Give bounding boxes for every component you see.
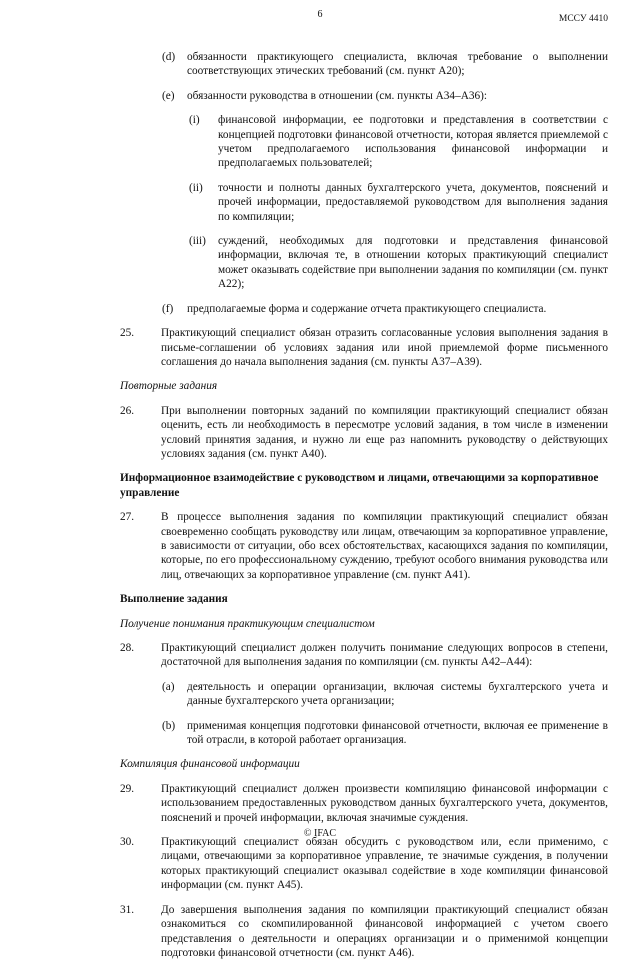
item-label: (d)	[162, 51, 176, 63]
paragraph-25	[120, 326, 608, 369]
list-item-e-ii	[189, 181, 608, 224]
item-text: финансовой информации, ее подготовки и представления в соответствии с концепцией подготовки финансовой отчетности, которая является приемлемой с учетом предполагаемого использования финансовой информации и предполагаемых пользователей;	[218, 114, 608, 170]
item-text: суждений, необходимых для подготовки и представления финансовой информации, включая те, в отношении которых практикующий специалист может оказывать содействие при выполнении задания по компиляции (см. пункт A22);	[218, 235, 608, 291]
item-text: обязанности руководства в отношении (см. пункты A34–A36):	[187, 89, 488, 102]
paragraph-26	[120, 404, 608, 462]
item-label: (f)	[162, 302, 174, 315]
paragraph-text: Практикующий специалист обязан отразить согласованные условия выполнения задания в письме-соглашении об условиях задания или иной приемлемой форме письменного соглашения до начала выполнения задания (см. пункты A37–A39).	[161, 327, 608, 368]
paragraph-31	[120, 903, 608, 961]
paragraph-text: В процессе выполнения задания по компиляции практикующий специалист обязан своевременно сообщать руководству или лицам, отвечающим за корпоративное управление, в зависимости от ситуации, обо всех обстоятельствах, касающихся задания по компиляции, которые, по его профессиональному суждению, требуют особого внимания руководства или лиц, отвечающих за корпоративное управление (см. пункт A41).	[161, 511, 608, 581]
list-item-e	[162, 89, 608, 103]
item-label: (a)	[162, 680, 175, 693]
paragraph-number: 27.	[120, 511, 135, 524]
item-text: точности и полноты данных бухгалтерского учета, документов, пояснений и прочей информации, предоставляемой руководством для выполнения задания по компиляции;	[218, 181, 608, 223]
item-text: деятельность и операции организации, включая системы бухгалтерского учета и данные бухгалтерского учета организации;	[187, 680, 608, 708]
paragraph-text: При выполнении повторных заданий по компиляции практикующий специалист обязан оценить, есть ли необходимость в пересмотре условий задания, в том числе в изменении условий принятия задания, и нужно ли еще раз напомнить руководству о действующих условиях задания (см. пункт A40).	[161, 404, 608, 460]
section-heading-communication: Информационное взаимодействие с руководством и лицами, отвечающими за корпоративное управление	[120, 472, 599, 499]
paragraph-number: 30.	[120, 836, 135, 849]
item-text: обязанности практикующего специалиста, включая требование о выполнении соответствующих этических требований (см. пункт A20);	[187, 51, 608, 78]
item-label: (e)	[162, 89, 175, 102]
paragraph-number: 26.	[120, 404, 135, 417]
list-item-28a	[162, 680, 608, 709]
item-label: (i)	[189, 114, 200, 127]
standard-code: МССУ 4410	[558, 14, 608, 24]
list-item-f	[162, 302, 608, 316]
footer-copyright: © IFAC	[303, 828, 337, 839]
item-text: предполагаемые форма и содержание отчета практикующего специалиста.	[187, 302, 547, 315]
paragraph-28	[120, 641, 608, 670]
item-label: (b)	[162, 719, 176, 732]
list-item-e-i	[189, 113, 608, 171]
paragraph-text: Практикующий специалист должен получить понимание следующих вопросов в степени, достаточной для выполнения задания по компиляции (см. пункты A42–A44):	[161, 642, 608, 669]
paragraph-30	[120, 835, 608, 893]
subsection-heading-understanding: Получение понимания практикующим специалистом	[120, 617, 375, 630]
paragraph-text: Практикующий специалист обязан обсудить с руководством или, если применимо, с лицами, отвечающими за корпоративное управление, те значимые суждения, в получении которых практикующий специалист оказывал содействие в ходе компиляции финансовой информации (см. пункт A45).	[161, 836, 608, 892]
paragraph-27	[120, 510, 608, 582]
paragraph-text: Практикующий специалист должен произвести компиляцию финансовой информации с использованием предоставленных руководством данных бухгалтерского учета, документов, пояснений и прочей информации, включая значимые суждения.	[161, 782, 608, 824]
paragraph-number: 28.	[120, 642, 135, 654]
list-item-28b	[162, 719, 608, 748]
paragraph-29	[120, 782, 608, 825]
paragraph-text: До завершения выполнения задания по компиляции практикующий специалист обязан ознакомиться со скомпилированной финансовой информацией с учетом своего представления о деятельности и операциях организации и о применимой концепции подготовки финансовой отчетности (см. пункт A46).	[161, 903, 608, 959]
item-label: (iii)	[189, 235, 206, 248]
paragraph-number: 31.	[120, 903, 135, 916]
subsection-heading-compilation: Компиляция финансовой информации	[120, 758, 300, 771]
page-number: 6	[317, 9, 323, 20]
list-item-d	[162, 50, 608, 79]
item-text: применимая концепция подготовки финансовой отчетности, включая ее применение в той отрасли, в которой работает организация.	[187, 719, 608, 747]
section-heading-repeat: Повторные задания	[120, 380, 218, 393]
paragraph-number: 29.	[120, 782, 135, 795]
item-label: (ii)	[189, 181, 203, 194]
section-heading-execution: Выполнение задания	[120, 593, 228, 606]
paragraph-number: 25.	[120, 327, 135, 340]
list-item-e-iii	[189, 234, 608, 292]
